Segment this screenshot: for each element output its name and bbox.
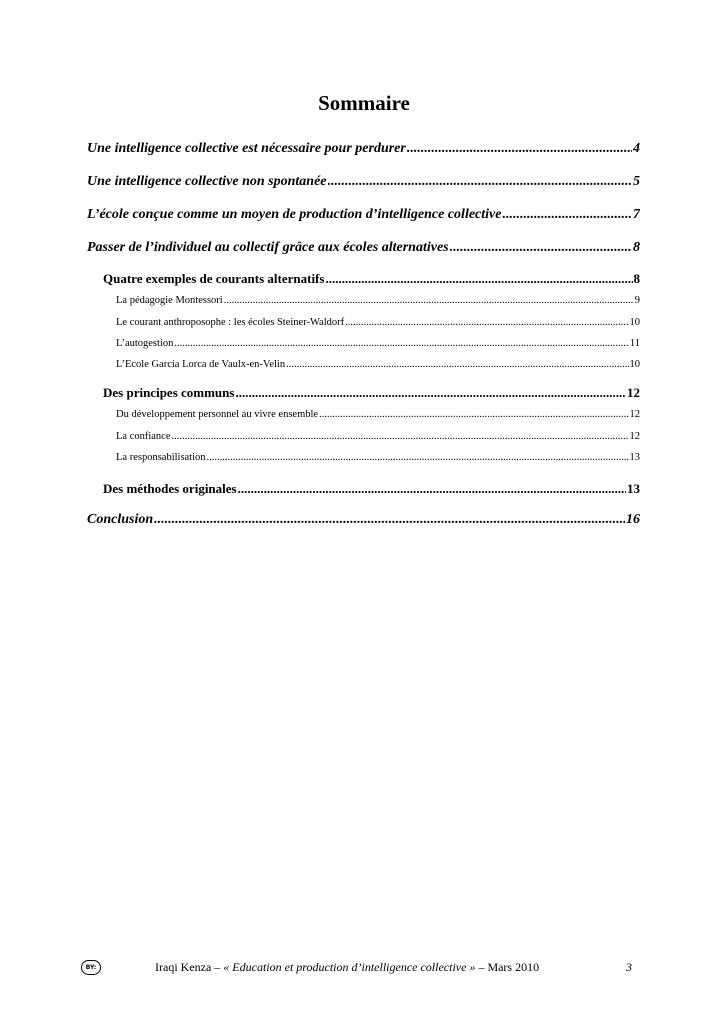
toc-entry-label: Passer de l’individuel au collectif grâce aux écoles alternatives bbox=[87, 240, 449, 255]
toc-entry-label: Une intelligence collective non spontanée bbox=[87, 174, 327, 189]
toc-leader bbox=[502, 206, 632, 224]
toc-entry[interactable] bbox=[87, 239, 640, 257]
toc-leader bbox=[172, 430, 629, 444]
toc-leader bbox=[207, 451, 629, 465]
footer-page-number: 3 bbox=[626, 960, 632, 974]
toc-page-number: 12 bbox=[627, 385, 640, 400]
footer-author: Iraqi Kenza – bbox=[155, 960, 224, 974]
toc-leader bbox=[325, 270, 632, 287]
toc-page-number: 5 bbox=[633, 174, 640, 189]
toc-entry[interactable] bbox=[116, 316, 640, 330]
toc-page-number: 8 bbox=[633, 271, 640, 286]
toc-entry[interactable] bbox=[103, 480, 640, 497]
page-footer bbox=[0, 957, 728, 977]
toc-page-number: 13 bbox=[629, 452, 640, 463]
toc-leader bbox=[319, 408, 628, 422]
toc-entry[interactable] bbox=[87, 511, 640, 529]
toc-entry-label: Du développement personnel au vivre ensemble bbox=[116, 409, 319, 420]
toc-entry-label: La pédagogie Montessori bbox=[116, 295, 223, 306]
toc-page-number: 12 bbox=[629, 431, 640, 442]
toc-entry-label: L’école conçue comme un moyen de production d’intelligence collective bbox=[87, 207, 502, 222]
creative-commons-by-icon: BY: bbox=[81, 960, 101, 975]
toc-entry[interactable] bbox=[116, 294, 640, 308]
toc-entry-label: La responsabilisation bbox=[116, 452, 206, 463]
toc-leader bbox=[238, 480, 626, 497]
toc-entry[interactable] bbox=[116, 451, 640, 465]
toc-entry[interactable] bbox=[116, 358, 640, 372]
footer-citation bbox=[155, 957, 539, 977]
toc-entry[interactable] bbox=[87, 173, 640, 191]
toc-leader bbox=[328, 173, 632, 191]
toc-leader bbox=[407, 140, 632, 158]
page-title: Sommaire bbox=[318, 91, 410, 115]
toc-page-number: 10 bbox=[629, 317, 640, 328]
toc-page-number: 12 bbox=[629, 409, 640, 420]
toc-page-number: 8 bbox=[633, 240, 640, 255]
footer-date: Mars 2010 bbox=[487, 960, 540, 974]
toc-leader bbox=[224, 294, 634, 308]
toc-entry-label: L’Ecole Garcia Lorca de Vaulx-en-Velin bbox=[116, 359, 286, 370]
toc-page-number: 11 bbox=[629, 338, 640, 349]
toc-page-number: 7 bbox=[633, 207, 640, 222]
toc-entry-label: Le courant anthroposophe : les écoles Steiner-Waldorf bbox=[116, 317, 345, 328]
toc-page-number: 4 bbox=[633, 141, 640, 156]
toc-entry-label: Conclusion bbox=[87, 512, 154, 527]
toc-page-number: 13 bbox=[627, 481, 640, 496]
toc-page-number: 9 bbox=[634, 295, 640, 306]
toc-entry-label: Une intelligence collective est nécessaire pour perdurer bbox=[87, 141, 406, 156]
toc-entry-label: Quatre exemples de courants alternatifs bbox=[103, 271, 325, 286]
toc-page-number: 16 bbox=[626, 512, 640, 527]
toc-entry-label: Des méthodes originales bbox=[103, 481, 237, 496]
toc-entry-label: Des principes communs bbox=[103, 385, 235, 400]
toc-entry-label: L’autogestion bbox=[116, 338, 174, 349]
toc-leader bbox=[450, 239, 632, 257]
toc-leader bbox=[174, 337, 629, 351]
toc-leader bbox=[235, 384, 626, 401]
toc-entry[interactable] bbox=[87, 206, 640, 224]
toc-entry[interactable] bbox=[87, 140, 640, 158]
toc-page-number: 10 bbox=[629, 359, 640, 370]
toc-leader bbox=[154, 511, 625, 529]
toc-entry[interactable] bbox=[116, 408, 640, 422]
footer-work-title: « Education et production d’intelligence collective » – bbox=[223, 960, 488, 974]
toc-entry[interactable] bbox=[103, 270, 640, 287]
toc-entry[interactable] bbox=[116, 430, 640, 444]
toc-entry-label: La confiance bbox=[116, 431, 171, 442]
toc-leader bbox=[286, 358, 628, 372]
toc-entry[interactable] bbox=[116, 337, 640, 351]
toc-entry[interactable] bbox=[103, 384, 640, 401]
toc-leader bbox=[345, 316, 628, 330]
